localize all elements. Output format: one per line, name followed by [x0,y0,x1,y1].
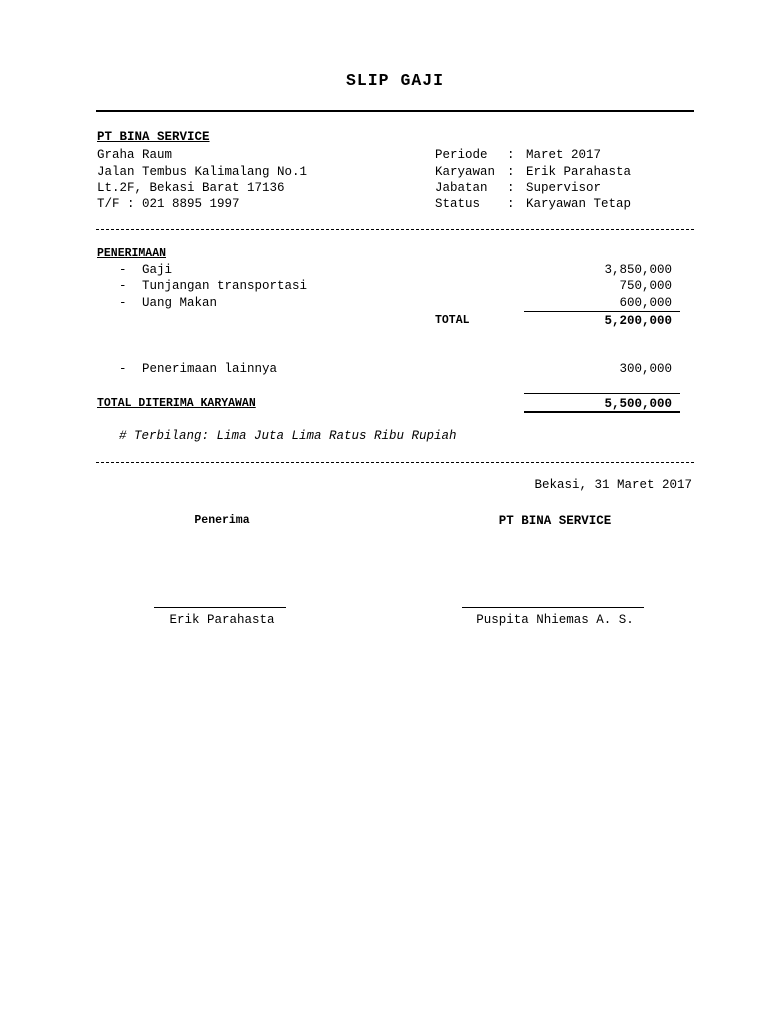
company-address-line: Jalan Tembus Kalimalang No.1 [97,165,308,179]
grand-total-label: TOTAL DITERIMA KARYAWAN [97,397,256,410]
earnings-heading: PENERIMAAN [97,247,167,260]
title-underline [96,110,694,112]
earning-label: Tunjangan transportasi [142,279,308,293]
dashed-divider [96,462,694,463]
grand-total-amount: 5,500,000 [604,397,672,411]
info-value-jabatan: Supervisor [526,181,602,195]
total-amount: 5,200,000 [604,314,672,328]
signature-right-name: Puspita Nhiemas A. S. [476,613,634,627]
earning-amount: 750,000 [619,279,672,293]
info-value-karyawan: Erik Parahasta [526,165,632,179]
other-earning-amount: 300,000 [619,362,672,376]
info-sep: : [507,181,515,195]
info-sep: : [507,165,515,179]
info-value-status: Karyawan Tetap [526,197,632,211]
info-sep: : [507,148,515,162]
signature-left-title: Penerima [194,514,250,527]
signature-line-right [462,607,644,608]
dashed-divider [96,229,694,230]
item-dash: - [119,279,127,293]
terbilang-text: # Terbilang: Lima Juta Lima Ratus Ribu Rupiah [119,429,457,443]
signature-left-name: Erik Parahasta [169,613,275,627]
item-dash: - [119,362,127,376]
earning-label: Uang Makan [142,296,218,310]
page-title: SLIP GAJI [345,71,445,90]
item-dash: - [119,263,127,277]
info-value-periode: Maret 2017 [526,148,602,162]
earning-amount: 600,000 [619,296,672,310]
signature-line-left [154,607,286,608]
info-label-periode: Periode [435,148,488,162]
grand-total-double-line [524,411,680,413]
info-label-status: Status [435,197,481,211]
earning-amount: 3,850,000 [604,263,672,277]
info-label-jabatan: Jabatan [435,181,488,195]
place-date: Bekasi, 31 Maret 2017 [534,478,692,492]
item-dash: - [119,296,127,310]
signature-right-title: PT BINA SERVICE [498,514,612,528]
total-label: TOTAL [435,314,470,327]
company-address-line: Graha Raum [97,148,173,162]
grand-total-top-line [524,393,680,394]
other-earning-label: Penerimaan lainnya [142,362,278,376]
info-label-karyawan: Karyawan [435,165,496,179]
company-phone: T/F : 021 8895 1997 [97,197,240,211]
subtotal-line [524,311,680,312]
company-address-line: Lt.2F, Bekasi Barat 17136 [97,181,285,195]
company-name: PT BINA SERVICE [97,130,210,144]
earning-label: Gaji [142,263,173,277]
info-sep: : [507,197,515,211]
